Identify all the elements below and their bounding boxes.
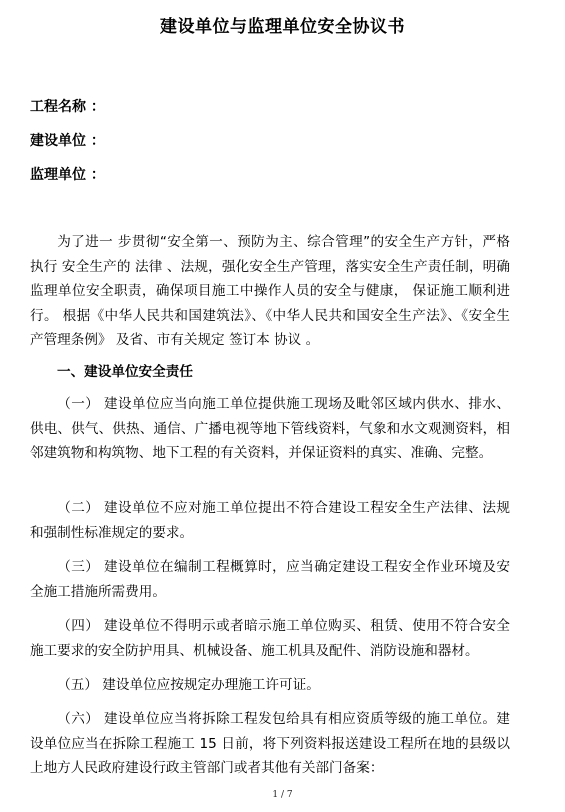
intro-paragraph: 为了进一 步贯彻“安全第一、预防为主、综合管理”的安全生产方针，严格执行 安全生产的 法律 、法规，强化安全生产管理，落实安全生产责任制，明确监理单位安全职责，确保项目施工中操作人员的安全与健康， 保证施工顺利进行。 根据《中华人民共和国建筑法》、《中华人民共和国安全生产法》、《安全生产管理条例》 及省、市有关规定 签订本 协议 。	[30, 234, 510, 348]
project-name-field: 工程名称 ：	[30, 99, 105, 115]
clause-2: （二） 建设单位不应对施工单位提出不符合建设工程安全生产法律、法规和强制性标准规定的要求。	[30, 500, 510, 541]
clause-1: （一） 建设单位应当向施工单位提供施工现场及毗邻区域内供水、排水、供电、供气、供热、通信、广播电视等地下管线资料，气象和水文观测资料，相邻建筑物和构筑物、地下工程的有关资料，并保证资料的真实、准确、完整。	[30, 396, 510, 461]
clause-4: （四） 建设单位不得明示或者暗示施工单位购买、租赁、使用不符合安全施工要求的安全防护用具、机械设备、施工机具及配件、消防设施和器材。	[30, 618, 510, 659]
page-number: 1 / 7	[272, 790, 293, 800]
document-title: 建设单位与监理单位安全协议书	[160, 17, 405, 37]
clause-3: （三） 建设单位在编制工程概算时，应当确定建设工程安全作业环境及安全施工措施所需费用。	[30, 559, 510, 600]
clause-6: （六） 建设单位应当将拆除工程发包给具有相应资质等级的施工单位。建设单位应当在拆除工程施工 15 日前，将下列资料报送建设工程所在地的县级以上地方人民政府建设行政主管部门或者其他有关部门备案：	[30, 711, 510, 776]
clause-5: （五） 建设单位应按规定办理施工许可证。	[57, 677, 320, 693]
supervision-unit-field: 监理单位 ：	[30, 167, 105, 183]
construction-unit-field: 建设单位 ：	[30, 133, 105, 149]
section-heading: 一、建设单位安全责任	[57, 364, 193, 380]
